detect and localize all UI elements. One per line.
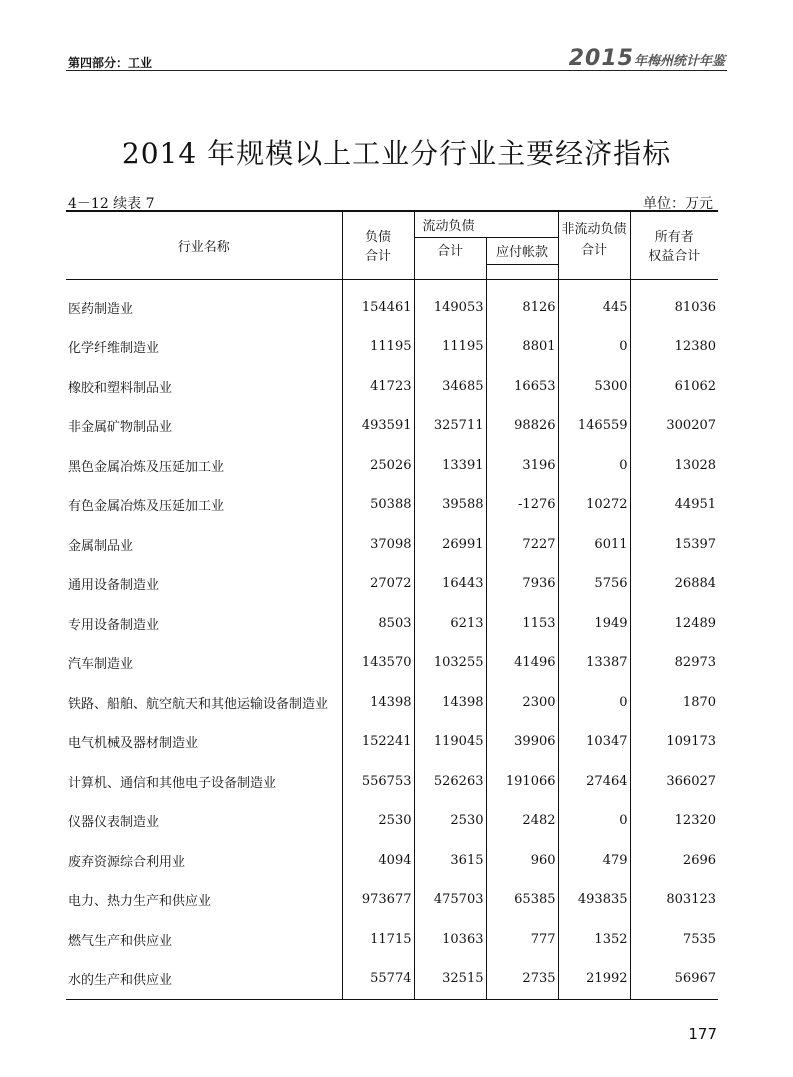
table-number: 4－12 续表 7 (68, 196, 155, 212)
table-row (66, 920, 718, 960)
table-row (66, 762, 718, 802)
total-liabilities-cell: 8503 (342, 604, 414, 644)
current-liabilities-cell: 14398 (414, 683, 486, 723)
noncurrent-liabilities-cell: 1949 (558, 604, 630, 644)
total-liabilities-cell: 152241 (342, 722, 414, 762)
total-liabilities-cell: 11715 (342, 920, 414, 960)
total-liabilities-cell: 973677 (342, 880, 414, 920)
col-accounts-payable-label: 应付帐款 (487, 238, 558, 265)
col-total-liabilities-l2: 合计 (364, 249, 391, 265)
noncurrent-liabilities-cell: 0 (558, 327, 630, 367)
table-row (66, 564, 718, 604)
total-liabilities-cell: 556753 (342, 762, 414, 802)
current-liabilities-cell: 11195 (414, 327, 486, 367)
accounts-payable-cell: 191066 (486, 762, 558, 802)
unit-label: 单位：万元 (643, 196, 713, 212)
total-liabilities-cell: 55774 (342, 959, 414, 999)
table-row (66, 722, 718, 762)
accounts-payable-cell: 2482 (486, 801, 558, 841)
noncurrent-liabilities-cell: 0 (558, 683, 630, 723)
header-rule (66, 70, 727, 71)
table-row (66, 279, 718, 327)
accounts-payable-cell: 39906 (486, 722, 558, 762)
table-row (66, 485, 718, 525)
equity-cell: 109173 (630, 722, 718, 762)
table-row (66, 841, 718, 881)
industry-name-cell: 汽车制造业 (68, 657, 134, 673)
accounts-payable-cell: 2735 (486, 959, 558, 999)
noncurrent-liabilities-cell: 479 (558, 841, 630, 881)
total-liabilities-cell: 154461 (342, 279, 414, 327)
col-noncurrent-l1: 非流动负债 (558, 211, 630, 237)
industry-name-cell: 计算机、通信和其他电子设备制造业 (68, 775, 277, 791)
industry-name-cell: 水的生产和供应业 (66, 959, 342, 999)
yearbook-year: 2015 (568, 46, 634, 71)
noncurrent-liabilities-cell: 1352 (558, 920, 630, 960)
total-liabilities-cell: 41723 (342, 367, 414, 407)
page-number: 177 (688, 1025, 717, 1043)
total-liabilities-cell: 27072 (342, 564, 414, 604)
equity-cell: 13028 (630, 446, 718, 486)
equity-cell: 1870 (630, 683, 718, 723)
accounts-payable-cell: 1153 (486, 604, 558, 644)
table-row (66, 327, 718, 367)
total-liabilities-cell: 4094 (342, 841, 414, 881)
current-liabilities-cell: 526263 (414, 762, 486, 802)
total-liabilities-cell: 143570 (342, 643, 414, 683)
current-liabilities-cell: 34685 (414, 367, 486, 407)
total-liabilities-cell: 2530 (342, 801, 414, 841)
col-current-liabilities: 流动负债 (414, 211, 558, 237)
accounts-payable-cell: 7227 (486, 525, 558, 565)
table-row (66, 406, 718, 446)
industry-name-cell: 医药制造业 (68, 301, 134, 317)
total-liabilities-cell: 25026 (342, 446, 414, 486)
current-liabilities-cell: 119045 (414, 722, 486, 762)
accounts-payable-cell: 41496 (486, 643, 558, 683)
total-liabilities-cell: 11195 (342, 327, 414, 367)
yearbook-name: 年梅州统计年鉴 (633, 54, 725, 69)
col-equity-l1: 所有者 (654, 230, 694, 246)
noncurrent-liabilities-cell: 27464 (558, 762, 630, 802)
noncurrent-liabilities-cell: 0 (558, 446, 630, 486)
industry-name-cell: 专用设备制造业 (68, 617, 160, 633)
table-row (66, 604, 718, 644)
accounts-payable-cell: 65385 (486, 880, 558, 920)
current-liabilities-cell: 32515 (414, 959, 486, 999)
table-row (66, 683, 718, 723)
accounts-payable-cell: 8801 (486, 327, 558, 367)
table-row (66, 367, 718, 407)
table-row (66, 643, 718, 683)
table-row (66, 959, 718, 999)
equity-cell: 26884 (630, 564, 718, 604)
current-liabilities-cell: 6213 (414, 604, 486, 644)
industry-name-cell: 橡胶和塑料制品业 (68, 380, 173, 396)
industry-name-cell: 黑色金属冶炼及压延加工业 (68, 459, 225, 475)
equity-cell: 61062 (630, 367, 718, 407)
equity-cell: 12489 (630, 604, 718, 644)
noncurrent-liabilities-cell: 10272 (558, 485, 630, 525)
total-liabilities-cell: 14398 (342, 683, 414, 723)
equity-cell: 15397 (630, 525, 718, 565)
col-industry: 行业名称 (66, 211, 342, 279)
equity-cell: 803123 (630, 880, 718, 920)
current-liabilities-cell: 13391 (414, 446, 486, 486)
current-liabilities-cell: 26991 (414, 525, 486, 565)
yearbook-label (569, 46, 725, 71)
accounts-payable-cell: 2300 (486, 683, 558, 723)
accounts-payable-cell: -1276 (486, 485, 558, 525)
equity-cell: 12320 (630, 801, 718, 841)
table-row (66, 880, 718, 920)
noncurrent-liabilities-cell: 10347 (558, 722, 630, 762)
current-liabilities-cell: 2530 (414, 801, 486, 841)
equity-cell: 366027 (630, 762, 718, 802)
total-liabilities-cell: 37098 (342, 525, 414, 565)
table-row (66, 801, 718, 841)
industry-name-cell: 有色金属冶炼及压延加工业 (68, 499, 225, 515)
noncurrent-liabilities-cell: 445 (558, 279, 630, 327)
equity-cell: 56967 (630, 959, 718, 999)
equity-cell: 81036 (630, 279, 718, 327)
accounts-payable-cell: 777 (486, 920, 558, 960)
equity-cell: 7535 (630, 920, 718, 960)
industry-name-cell: 仪器仪表制造业 (68, 815, 160, 831)
col-accounts-payable (486, 237, 558, 279)
total-liabilities-cell: 493591 (342, 406, 414, 446)
industry-name-cell: 通用设备制造业 (68, 578, 160, 594)
noncurrent-liabilities-cell: 13387 (558, 643, 630, 683)
current-liabilities-cell: 3615 (414, 841, 486, 881)
noncurrent-liabilities-cell: 493835 (558, 880, 630, 920)
col-noncurrent-l2: 合计 (558, 237, 630, 279)
col-current-total: 合计 (414, 237, 486, 279)
accounts-payable-cell: 3196 (486, 446, 558, 486)
page-title: 2014 年规模以上工业分行业主要经济指标 (121, 137, 672, 170)
total-liabilities-cell: 50388 (342, 485, 414, 525)
noncurrent-liabilities-cell: 146559 (558, 406, 630, 446)
noncurrent-liabilities-cell: 5756 (558, 564, 630, 604)
equity-cell: 44951 (630, 485, 718, 525)
equity-cell: 2696 (630, 841, 718, 881)
noncurrent-liabilities-cell: 21992 (558, 959, 630, 999)
current-liabilities-cell: 325711 (414, 406, 486, 446)
indicators-table (66, 210, 718, 1000)
current-liabilities-cell: 10363 (414, 920, 486, 960)
industry-name-cell: 电力、热力生产和供应业 (68, 894, 212, 910)
current-liabilities-cell: 475703 (414, 880, 486, 920)
industry-name-cell: 金属制品业 (68, 538, 134, 554)
current-liabilities-cell: 149053 (414, 279, 486, 327)
noncurrent-liabilities-cell: 5300 (558, 367, 630, 407)
accounts-payable-cell: 16653 (486, 367, 558, 407)
industry-name-cell: 燃气生产和供应业 (68, 933, 173, 949)
industry-name-cell: 电气机械及器材制造业 (68, 736, 199, 752)
col-equity (630, 211, 718, 279)
noncurrent-liabilities-cell: 0 (558, 801, 630, 841)
industry-name-cell: 废弃资源综合利用业 (68, 854, 186, 870)
table-row (66, 446, 718, 486)
current-liabilities-cell: 103255 (414, 643, 486, 683)
col-total-liabilities (342, 211, 414, 279)
table-row (66, 525, 718, 565)
accounts-payable-cell: 98826 (486, 406, 558, 446)
equity-cell: 12380 (630, 327, 718, 367)
industry-name-cell: 化学纤维制造业 (68, 341, 160, 357)
accounts-payable-cell: 7936 (486, 564, 558, 604)
section-label: 第四部分：工业 (68, 56, 153, 70)
accounts-payable-cell: 8126 (486, 279, 558, 327)
industry-name-cell: 非金属矿物制品业 (68, 420, 173, 436)
equity-cell: 300207 (630, 406, 718, 446)
noncurrent-liabilities-cell: 6011 (558, 525, 630, 565)
current-liabilities-cell: 16443 (414, 564, 486, 604)
current-liabilities-cell: 39588 (414, 485, 486, 525)
accounts-payable-cell: 960 (486, 841, 558, 881)
industry-name-cell: 铁路、船舶、航空航天和其他运输设备制造业 (68, 696, 329, 712)
col-equity-l2: 权益合计 (648, 249, 701, 265)
col-total-liabilities-l1: 负债 (364, 230, 391, 246)
equity-cell: 82973 (630, 643, 718, 683)
